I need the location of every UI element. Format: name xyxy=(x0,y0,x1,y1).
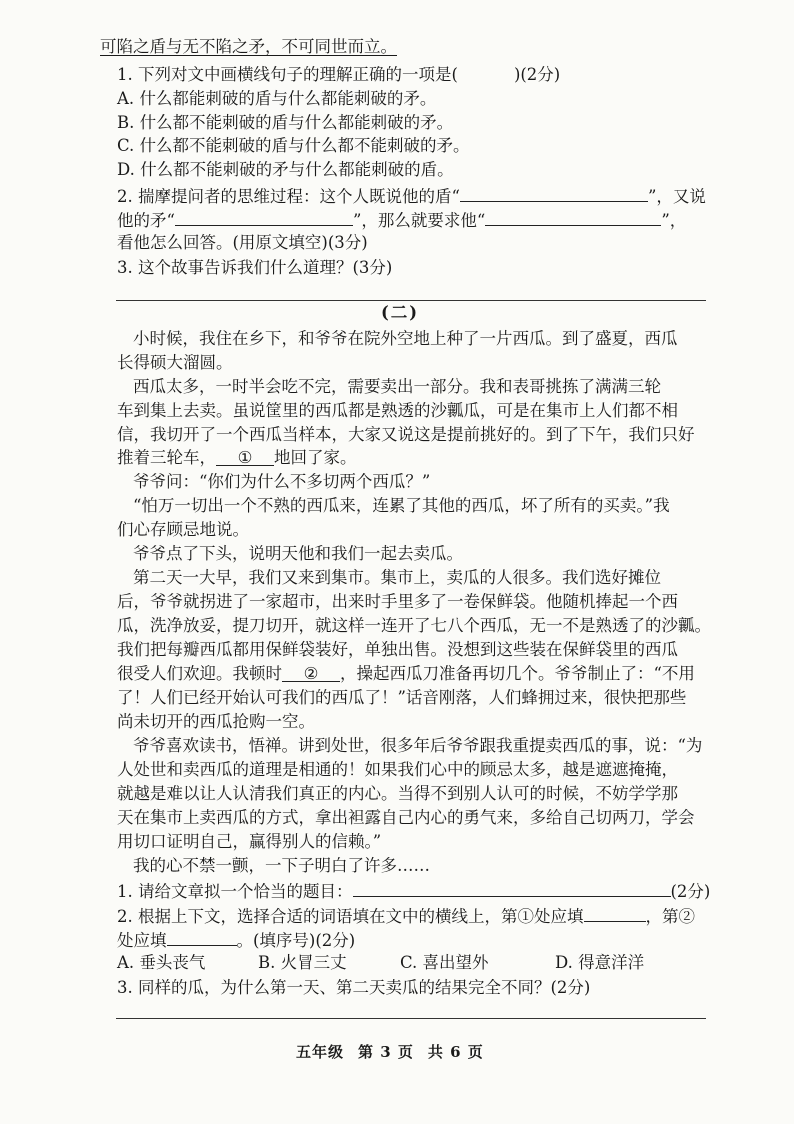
answer-blank[interactable] xyxy=(460,184,648,202)
paragraph-line: 人处世和卖西瓜的道理是相通的！如果我们心中的顾忌太多，越是遮遮掩掩， xyxy=(117,760,678,779)
paragraph-line: 天在集市上卖西瓜的方式，拿出袒露自己内心的勇气来，多给自己切两刀，学会 xyxy=(117,808,695,827)
paragraph-line: 第二天一大早，我们又来到集市。集市上，卖瓜的人很多。我们选好摊位 xyxy=(133,568,661,587)
option-b: B. 什么都不能刺破的盾与什么都能刺破的矛。 xyxy=(117,113,454,132)
option-c: C. 什么都不能刺破的盾与什么都不能刺破的矛。 xyxy=(117,136,470,155)
paragraph-line: 就越是难以让人认清我们真正的内心。当得不到别人认可的时候，不妨学学那 xyxy=(117,784,678,803)
paragraph-line: 爷爷问：“你们为什么不多切两个西瓜？” xyxy=(133,472,431,491)
paragraph-line: 我的心不禁一颤，一下子明白了许多…… xyxy=(133,856,430,875)
blank-1[interactable]: ① xyxy=(216,447,274,466)
part2-question-1: 1. 请给文章拟一个恰当的题目： (2分) xyxy=(117,879,710,903)
answer-line[interactable] xyxy=(116,1018,706,1019)
paragraph-line: 信，我切开了一个西瓜当样本，大家又说这是提前挑好的。到了下午，我们只好 xyxy=(117,425,695,444)
word-option-b: B. 火冒三丈 xyxy=(258,953,347,972)
paragraph-line: 后，爷爷就拐进了一家超市，出来时手里多了一卷保鲜袋。他随机捧起一个西 xyxy=(117,592,678,611)
part2-question-3: 3. 同样的瓜，为什么第一天、第二天卖瓜的结果完全不同？(2分) xyxy=(117,978,591,997)
part1-question-1: 1. 下列对文中画横线句子的理解正确的一项是( )(2分) xyxy=(117,65,561,84)
blank-2[interactable]: ② xyxy=(282,663,340,682)
section-heading: (二) xyxy=(381,303,420,322)
page-footer: 五年级 第 3 页 共 6 页 xyxy=(296,1043,484,1061)
paragraph-line: 长得硕大溜圆。 xyxy=(117,353,233,372)
answer-blank[interactable] xyxy=(485,208,661,226)
paragraph-line: 西瓜太多，一时半会吃不完，需要卖出一部分。我和表哥挑拣了满满三轮 xyxy=(133,377,661,396)
answer-line[interactable] xyxy=(116,300,706,301)
paragraph-line: “怕万一切出一个不熟的西瓜来，连累了其他的西瓜，坏了所有的买卖。”我 xyxy=(133,496,670,515)
paragraph-line: 瓜，洗净放妥，提刀切开，就这样一连开了七八个西瓜，无一不是熟透了的沙瓤。 xyxy=(117,616,711,635)
part2-question-2-line1: 2. 根据上下文，选择合适的词语填在文中的横线上，第①处应填 ，第② xyxy=(117,904,695,928)
option-d: D. 什么都不能刺破的矛与什么都能刺破的盾。 xyxy=(117,160,454,179)
answer-blank[interactable] xyxy=(167,928,237,946)
paragraph-line: 了！人们已经开始认可我们的西瓜了！”话音刚落，人们蜂拥过来，很快把那些 xyxy=(117,688,687,707)
paragraph-line: 很受人们欢迎。我顿时 ② ，操起西瓜刀准备再切几个。爷爷制止了：“不用 xyxy=(117,664,695,683)
word-option-d: D. 得意洋洋 xyxy=(555,953,645,972)
title-answer-blank[interactable] xyxy=(353,879,671,897)
paragraph-line: 尚未切开的西瓜抢购一空。 xyxy=(117,712,315,731)
paragraph-line: 们心存顾忌地说。 xyxy=(117,520,249,539)
word-option-c: C. 喜出望外 xyxy=(400,953,489,972)
paragraph-line: 推着三轮车， ① 地回了家。 xyxy=(117,448,357,467)
part1-question-2-line2: 他的矛“ ”，那么就要求他“ ”， xyxy=(117,208,686,232)
answer-blank[interactable] xyxy=(175,208,353,226)
paragraph-line: 车到集上去卖。虽说筐里的西瓜都是熟透的沙瓤瓜，可是在集市上人们都不相 xyxy=(117,401,678,420)
paragraph-line: 爷爷点了下头，说明天他和我们一起去卖瓜。 xyxy=(133,544,463,563)
option-a: A. 什么都能刺破的盾与什么都能刺破的矛。 xyxy=(117,89,437,108)
part1-question-2-line3: 看他怎么回答。(用原文填空)(3分) xyxy=(117,233,368,252)
part1-question-3: 3. 这个故事告诉我们什么道理？(3分) xyxy=(117,258,393,277)
underlined-sentence: 可陷之盾与无不陷之矛，不可同世而立。 xyxy=(100,37,397,56)
paragraph-line: 爷爷喜欢读书，悟禅。讲到处世，很多年后爷爷跟我重提卖西瓜的事，说：“为 xyxy=(133,736,703,755)
paragraph-line: 用切口证明自己，赢得别人的信赖。” xyxy=(117,832,382,851)
word-option-a: A. 垂头丧气 xyxy=(117,953,206,972)
part1-question-2-line1: 2. 揣摩提问者的思维过程：这个人既说他的盾“ ”，又说 xyxy=(117,184,706,208)
paragraph-line: 我们把每瓣西瓜都用保鲜袋装好，单独出售。没想到这些装在保鲜袋里的西瓜 xyxy=(117,640,678,659)
part2-question-2-line2: 处应填 。(填序号)(2分) xyxy=(117,928,355,952)
paragraph-line: 小时候，我住在乡下，和爷爷在院外空地上种了一片西瓜。到了盛夏，西瓜 xyxy=(133,329,678,348)
answer-blank[interactable] xyxy=(584,904,646,922)
